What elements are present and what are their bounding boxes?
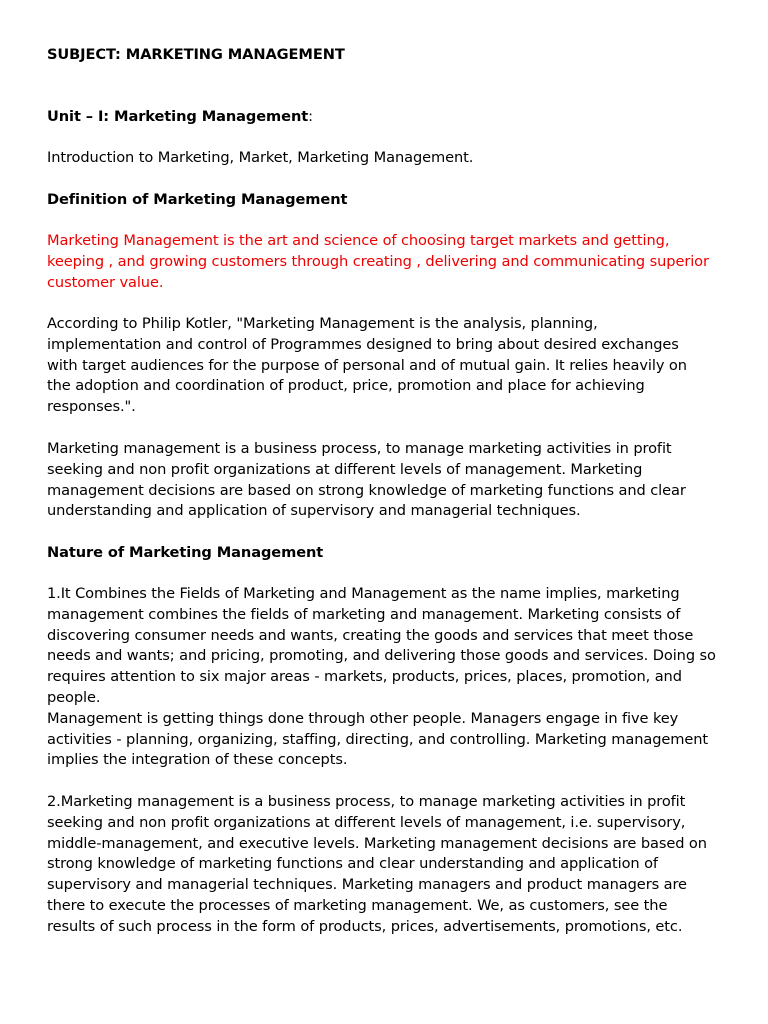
- point2-line: supervisory and managerial techniques. Marketing managers and product managers are: [47, 876, 687, 894]
- nature-heading: Nature of Marketing Management: [47, 544, 324, 561]
- kotler-line: the adoption and coordination of product, price, promotion and place for achieving: [47, 377, 645, 395]
- point1-paragraph: [47, 584, 737, 771]
- point2-paragraph: [47, 792, 737, 938]
- business-process-line: Marketing management is a business process, to manage marketing activities in profit: [47, 440, 672, 457]
- definition-heading: Definition of Marketing Management: [47, 191, 348, 208]
- unit-heading-text: Unit – I: Marketing Management: [47, 108, 309, 125]
- point2-line: there to execute the processes of marketing management. We, as customers, see the: [47, 896, 668, 914]
- kotler-line: According to Philip Kotler, "Marketing Management is the analysis, planning,: [47, 315, 598, 332]
- point1-line: 1.It Combines the Fields of Marketing and Management as the name implies, marketing: [47, 585, 680, 602]
- point1-line: management combines the fields of marketing and management. Marketing consists of: [47, 605, 681, 623]
- point1-line: people.: [47, 688, 101, 706]
- point2-line: middle-management, and executive levels. Marketing management decisions are based on: [47, 834, 707, 852]
- business-process-line: management decisions are based on strong knowledge of marketing functions and clear: [47, 481, 686, 499]
- point2-line: 2.Marketing management is a business process, to manage marketing activities in profit: [47, 793, 686, 810]
- point1-line: needs and wants; and pricing, promoting, and delivering those goods and services. Doing so: [47, 647, 716, 665]
- business-process-line: seeking and non profit organizations at different levels of management. Marketing: [47, 460, 643, 478]
- definition-line: Marketing Management is the art and science of choosing target markets and getting,: [47, 232, 670, 249]
- intro-text: Introduction to Marketing, Market, Marketing Management.: [47, 149, 474, 166]
- point2-line: seeking and non profit organizations at different levels of management, i.e. supervisory,: [47, 813, 686, 831]
- business-process-paragraph: [47, 439, 737, 522]
- unit-heading-colon: :: [308, 108, 313, 125]
- point1-line: activities - planning, organizing, staffing, directing, and controlling. Marketing management: [47, 730, 709, 748]
- point2-line: results of such process in the form of products, prices, advertisements, promotions, etc.: [47, 917, 683, 935]
- point1-line: discovering consumer needs and wants, creating the goods and services that meet those: [47, 626, 694, 644]
- definition-paragraph: [47, 231, 737, 293]
- point1-line: Management is getting things done through other people. Managers engage in five key: [47, 709, 679, 727]
- unit-heading: [47, 107, 737, 128]
- definition-line: customer value.: [47, 273, 164, 291]
- kotler-paragraph: [47, 314, 737, 418]
- definition-line: keeping , and growing customers through creating , delivering and communicating superior: [47, 252, 709, 270]
- kotler-line: responses.".: [47, 398, 136, 416]
- point2-line: strong knowledge of marketing functions and clear understanding and application of: [47, 855, 658, 873]
- business-process-line: understanding and application of supervisory and managerial techniques.: [47, 502, 581, 520]
- point1-line: requires attention to six major areas - markets, products, prices, places, promotion, and: [47, 668, 682, 686]
- subject-heading: SUBJECT: MARKETING MANAGEMENT: [47, 46, 345, 63]
- point1-line: implies the integration of these concepts.: [47, 751, 348, 769]
- kotler-line: with target audiences for the purpose of personal and of mutual gain. It relies heavily on: [47, 356, 687, 374]
- kotler-line: implementation and control of Programmes designed to bring about desired exchanges: [47, 335, 679, 353]
